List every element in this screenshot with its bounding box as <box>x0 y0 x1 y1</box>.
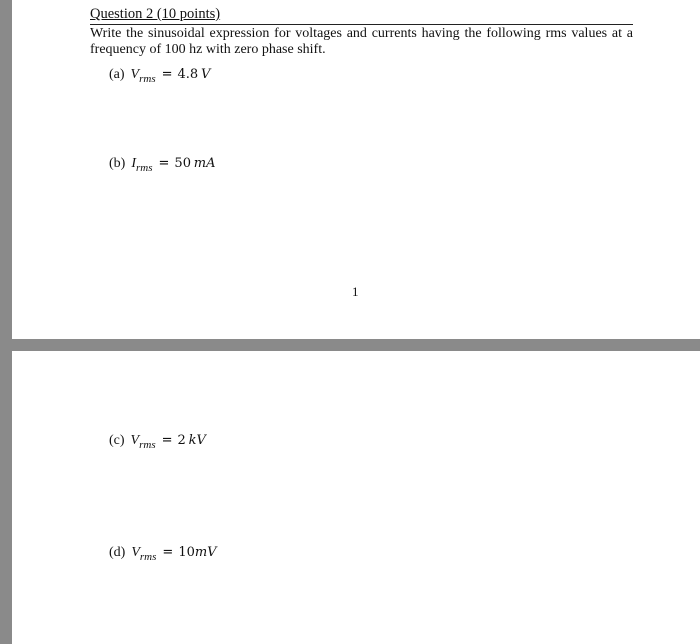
item-symbol: V <box>130 67 140 82</box>
item-label: (c) <box>109 433 125 448</box>
item-equals: = <box>161 433 173 448</box>
item-unit: mV <box>194 545 217 560</box>
question-instruction: Write the sinusoidal expression for voltages and currents having the following rms values at a frequency of 100 hz with zero phase shift. <box>90 26 633 57</box>
item-symbol: V <box>131 545 140 560</box>
item-label: (d) <box>109 545 126 560</box>
item-value: 10 <box>178 545 195 560</box>
question-header <box>90 5 633 25</box>
item-value: 4.8 <box>177 67 199 82</box>
item-subscript: rms <box>139 73 156 85</box>
document-page-2 <box>12 351 700 644</box>
item-b <box>109 156 216 172</box>
item-label: (a) <box>109 67 125 82</box>
item-label: (b) <box>109 156 126 171</box>
item-value: 2 <box>177 433 186 448</box>
item-symbol: I <box>131 156 136 171</box>
item-a <box>109 67 210 83</box>
item-c <box>109 433 206 449</box>
item-subscript: rms <box>136 162 153 174</box>
item-equals: = <box>158 156 170 171</box>
item-unit: mA <box>193 156 216 171</box>
item-unit: kV <box>188 433 206 448</box>
item-unit: V <box>201 67 211 82</box>
item-subscript: rms <box>139 439 156 451</box>
item-d <box>109 545 217 561</box>
item-equals: = <box>162 545 174 560</box>
document-page-1 <box>12 0 700 339</box>
question-title: Question 2 (10 points) <box>90 6 221 22</box>
item-subscript: rms <box>139 551 157 563</box>
item-symbol: V <box>130 433 140 448</box>
item-value: 50 <box>174 156 191 171</box>
page-number: 1 <box>352 284 359 299</box>
item-equals: = <box>161 67 173 82</box>
